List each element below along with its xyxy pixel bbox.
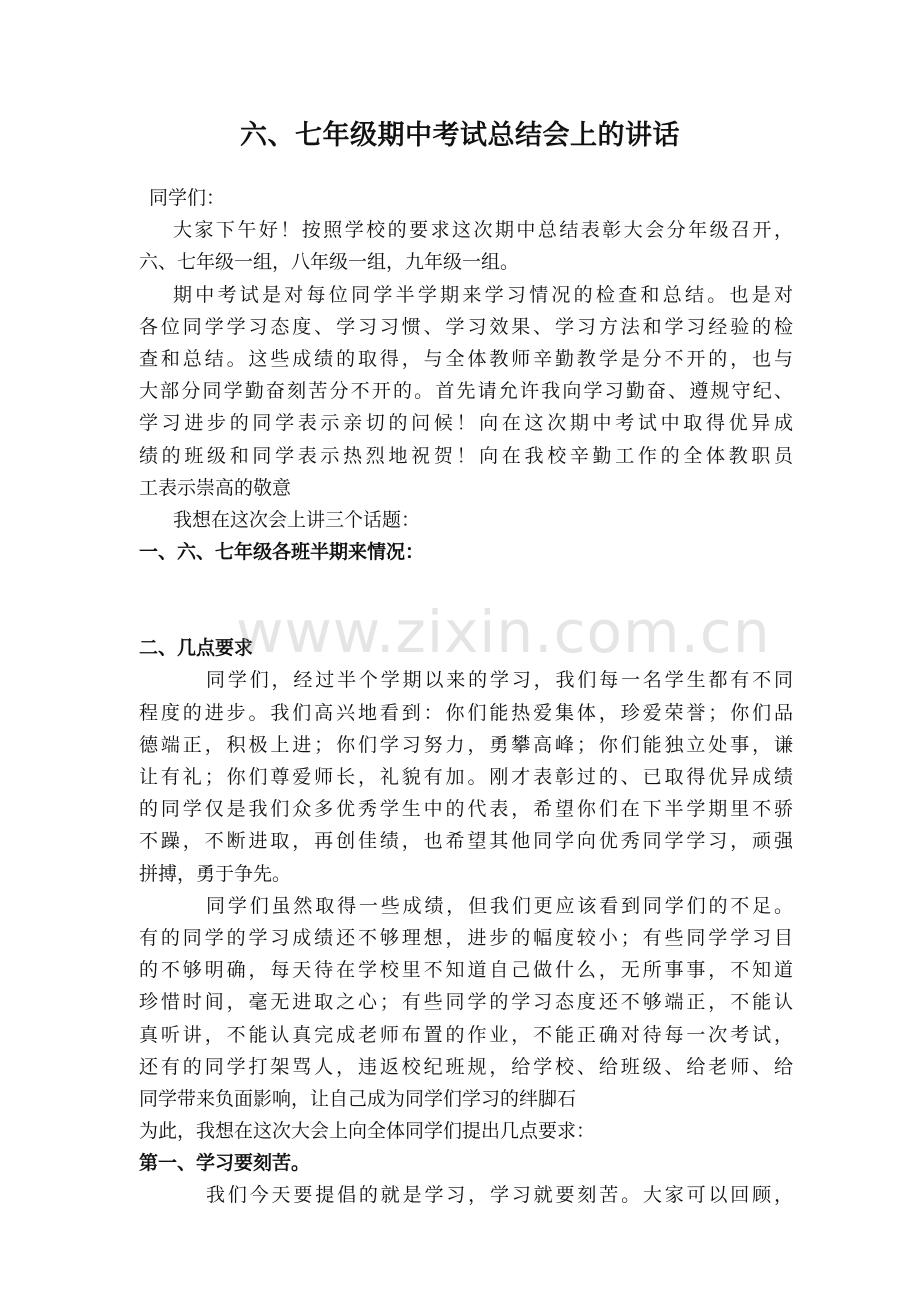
text-line: 查和总结。这些成绩的取得，与全体教师辛勤教学是分不开的，也与 — [139, 347, 793, 370]
text-line: 绩的班级和同学表示热烈地祝贺！向在我校辛勤工作的全体教职员 — [139, 444, 793, 467]
text-line: 为此，我想在这次大会上向全体同学们提出几点要求： — [139, 1120, 596, 1143]
text-line: 的不够明确，每天待在学校里不知道自己做什么，无所事事，不知道 — [139, 959, 793, 982]
text-line: 工表示崇高的敬意 — [139, 476, 292, 499]
watermark: www.zixin.com.cn — [236, 598, 771, 666]
text-line: 六、七年级一组，八年级一组，九年级一组。 — [139, 251, 520, 274]
text-line: 程度的进步。我们高兴地看到：你们能热爱集体，珍爱荣誉；你们品 — [139, 701, 793, 724]
text-line: 大家下午好！按照学校的要求这次期中总结表彰大会分年级召开， — [173, 219, 793, 242]
section-heading: 一、六、七年级各班半期来情况： — [139, 541, 425, 564]
text-line: 有的同学的学习成绩还不够理想，进步的幅度较小；有些同学学习目 — [139, 926, 793, 949]
text-line: 同学带来负面影响，让自己成为同学们学习的绊脚石 — [139, 1087, 577, 1110]
text-line: 拼搏，勇于争先。 — [139, 862, 292, 885]
section-heading: 第一、学习要刻苦。 — [139, 1152, 311, 1175]
text-line: 同学们，经过半个学期以来的学习，我们每一名学生都有不同 — [206, 669, 793, 692]
text-line: 还有的同学打架骂人，违返校纪班规，给学校、给班级、给老师、给 — [139, 1055, 793, 1078]
text-line: 真听讲，不能认真完成老师布置的作业，不能正确对待每一次考试， — [139, 1023, 793, 1046]
document-body — [139, 182, 793, 1212]
text-line: 珍惜时间，毫无进取之心；有些同学的学习态度还不够端正，不能认 — [139, 991, 793, 1014]
text-line: 同学们虽然取得一些成绩，但我们更应该看到同学们的不足。 — [206, 894, 793, 917]
text-line: 同学们： — [149, 187, 226, 209]
text-line: 各位同学学习态度、学习习惯、学习效果、学习方法和学习经验的检 — [139, 315, 793, 338]
text-line: 期中考试是对每位同学半学期来学习情况的检查和总结。也是对 — [173, 283, 793, 306]
text-line: 让有礼；你们尊爱师长，礼貌有加。刚才表彰过的、已取得优异成绩 — [139, 766, 793, 788]
page-title: 六、七年级期中考试总结会上的讲话 — [240, 120, 680, 151]
text-line: 德端正，积极上进；你们学习努力，勇攀高峰；你们能独立处事，谦 — [139, 733, 793, 756]
text-line: 不躁，不断进取，再创佳绩，也希望其他同学向优秀同学学习，顽强 — [139, 830, 793, 853]
section-heading: 二、几点要求 — [139, 637, 254, 660]
text-line: 大部分同学勤奋刻苦分不开的。首先请允许我向学习勤奋、遵规守纪、 — [139, 380, 793, 403]
blank-space — [139, 568, 793, 632]
text-line: 的同学仅是我们众多优秀学生中的代表，希望你们在下半学期里不骄 — [139, 798, 793, 821]
text-line: 学习进步的同学表示亲切的问候！向在这次期中考试中取得优异成 — [139, 412, 793, 435]
text-line: 我们今天要提倡的就是学习，学习就要刻苦。大家可以回顾， — [206, 1184, 793, 1207]
text-line: 我想在这次会上讲三个话题： — [173, 508, 421, 531]
